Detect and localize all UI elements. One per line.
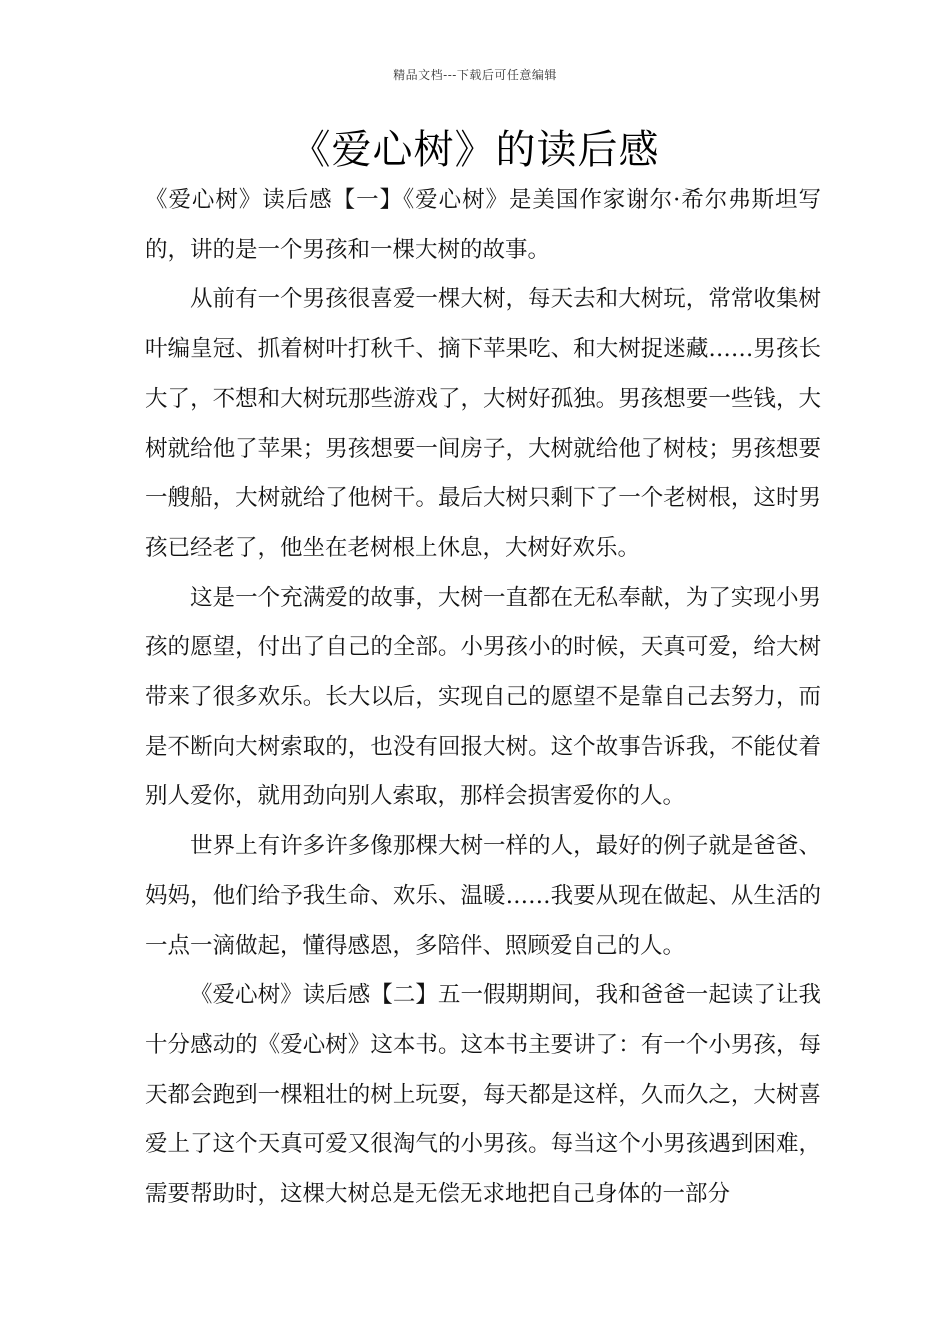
paragraph: 《爱心树》读后感【一】《爱心树》是美国作家谢尔·希尔弗斯坦写的，讲的是一个男孩和一棵大树的故事。 (145, 187, 821, 263)
paragraph: 从前有一个男孩很喜爱一棵大树，每天去和大树玩，常常收集树叶编皇冠、抓着树叶打秋千、摘下苹果吃、和大树捉迷藏……男孩长大了，不想和大树玩那些游戏了，大树好孤独。男孩想要一些钱，大树就给他了苹果；男孩想要一间房子，大树就给他了树枝；男孩想要一艘船，大树就给了他树干。最后大树只剩下了一个老树根，这时男孩已经老了，他坐在老树根上休息，大树好欢乐。 (145, 286, 821, 561)
paragraph: 世界上有许多许多像那棵大树一样的人，最好的例子就是爸爸、妈妈，他们给予我生命、欢乐、温暖……我要从现在做起、从生活的一点一滴做起，懂得感恩，多陪伴、照顾爱自己的人。 (145, 833, 821, 959)
paragraph: 这是一个充满爱的故事，大树一直都在无私奉献，为了实现小男孩的愿望，付出了自己的全部。小男孩小的时候，天真可爱，给大树带来了很多欢乐。长大以后，实现自己的愿望不是靠自己去努力，而是不断向大树索取的，也没有回报大树。这个故事告诉我，不能仗着别人爱你，就用劲向别人索取，那样会损害爱你的人。 (145, 584, 821, 810)
document-body (145, 176, 821, 1220)
header-note: 精品文档---下载后可任意编辑 (393, 68, 557, 82)
paragraph: 《爱心树》读后感【二】五一假期期间，我和爸爸一起读了让我十分感动的《爱心树》这本书。这本书主要讲了：有一个小男孩，每天都会跑到一棵粗壮的树上玩耍，每天都是这样，久而久之，大树喜爱上了这个天真可爱又很淘气的小男孩。每当这个小男孩遇到困难，需要帮助时，这棵大树总是无偿无求地把自己身体的一部分 (145, 982, 821, 1208)
document-title: 《爱心树》的读后感 (290, 127, 660, 173)
